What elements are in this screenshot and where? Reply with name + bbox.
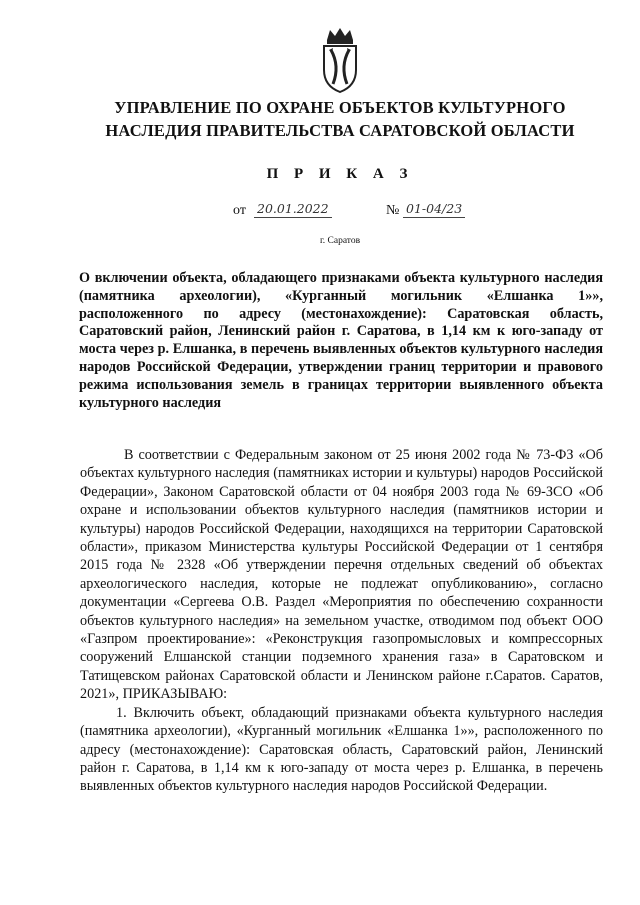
order-body xyxy=(80,446,603,796)
order-city: г. Саратов xyxy=(319,236,361,246)
agency-name-line-1: УПРАВЛЕНИЕ ПО ОХРАНЕ ОБЪЕКТОВ КУЛЬТУРНОГО xyxy=(114,98,566,117)
order-subject: О включении объекта, обладающего признаками объекта культурного наследия (памятника археологии), «Курганный могильник «Елшанка 1»», расположенного по адресу (местонахождение): Саратовская область, Саратовский район, Ленинский район г. Саратова, в 1,14 км к юго-западу от моста через р. Елшанка, в перечень выявленных объектов культурного наследия народов Российской Федерации, утверждении границ территории и правового режима использования земель в границах территории выявленного объекта культурного наследия xyxy=(79,270,603,411)
saratov-coat-of-arms-icon xyxy=(319,26,361,94)
order-number: 01-04/23 xyxy=(403,201,465,218)
agency-name-line-2: НАСЛЕДИЯ ПРАВИТЕЛЬСТВА САРАТОВСКОЙ ОБЛАСТИ xyxy=(105,121,575,140)
order-item-1: 1. Включить объект, обладающий признаками объекта культурного наследия (памятника археологии), «Курганный могильник «Елшанка 1»», расположенного по адресу (местонахождение): Саратовская область, Саратовский район, Ленинский район г. Саратова, в 1,14 км к юго-западу от моста через р. Елшанка, в перечень выявленных объектов культурного наследия народов Российской Федерации. xyxy=(80,704,603,795)
document-type: П Р И К А З xyxy=(266,166,414,182)
date-prefix: от xyxy=(233,203,246,218)
preamble-paragraph: В соответствии с Федеральным законом от 25 июня 2002 года № 73-ФЗ «Об объектах культурного наследия (памятниках истории и культуры) народов Российской Федерации», Законом Саратовской области от 04 ноября 2003 года № 69-ЗСО «Об охране и использовании объектов культурного наследия (памятников истории и культуры) народов Российской Федерации, находящихся на территории Саратовской области», приказом Министерства культуры Российской Федерации от 1 сентября 2015 года № 2328 «Об утверждении перечня отдельных сведений об объектах археологического наследия, которые не подлежат опубликованию», согласно документации «Сергеева О.В. Раздел «Мероприятия по обеспечению сохранности объектов культурного наследия» на земельном участке, отводимом под объект ООО «Газпром проектирование»: «Реконструкция газопромысловых и компрессорных сооружений Елшанской станции подземного хранения газа» в Саратовском и Татищевском районах Саратовской области и Ленинском районе г.Саратов. Саратов, 2021», ПРИКАЗЫВАЮ: xyxy=(80,447,603,703)
number-prefix: № xyxy=(386,203,400,218)
order-date: 20.01.2022 xyxy=(254,201,332,218)
